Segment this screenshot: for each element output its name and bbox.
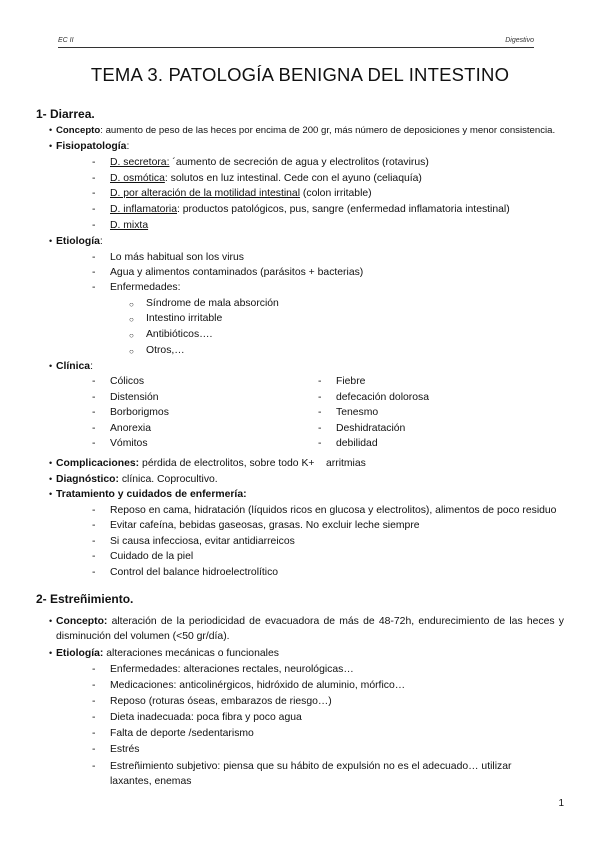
tratamiento-text: Control del balance hidroelectrolítico [110,567,279,578]
estrenimiento-etio-item: - Reposo (roturas óseas, embarazos de riesgo…) [92,696,332,707]
estrenimiento-etio-text: Falta de deporte /sedentarismo [110,728,254,739]
fisio-item: - D. mixta [92,220,149,231]
etio-item-text: Agua y alimentos contaminados (parásitos + bacterias) [110,267,364,278]
estrenimiento-concepto [56,614,564,644]
clinica-right-item: - Fiebre [318,376,366,387]
clinica-text: debilidad [336,438,378,449]
clinica-text: Anorexia [110,423,152,434]
estrenimiento-etiologia-text: alteraciones mecánicas o funcionales [103,648,279,659]
enfermedad-item: ○ Síndrome de mala absorción [129,298,279,309]
etio-item: - Agua y alimentos contaminados (parásitos + bacterias) [92,267,364,278]
tratamiento-item: - Cuidado de la piel [92,551,194,562]
clinica-right-item: - defecación dolorosa [318,392,430,403]
enfermedad-text: Intestino irritable [146,313,223,324]
clinica-left-item: - Cólicos [92,376,145,387]
etio-item: - Lo más habitual son los virus [92,252,244,263]
etio-item-text: Enfermedades: [110,282,181,293]
tratamiento-text: Si causa infecciosa, evitar antidiarreicos [110,536,295,547]
complicaciones-line [56,457,366,470]
estrenimiento-etio-text: Reposo (roturas óseas, embarazos de riesgo…) [110,696,332,707]
tratamiento-item: - Control del balance hidroelectrolítico [92,567,279,578]
fisio-rest: : productos patológicos, pus, sangre (enfermedad inflamatoria intestinal) [177,204,510,215]
diagnostico-label: Diagnóstico: [56,474,119,485]
clinica-text: Distensión [110,392,159,403]
estrenimiento-etio-text: Dieta inadecuada: poca fibra y poco agua [110,712,302,723]
clinica-text: defecación dolorosa [336,392,430,403]
tratamiento-label: Tratamiento y cuidados de enfermería: [56,489,247,500]
diagnostico-line [56,473,218,486]
estrenimiento-subjetivo-text: Estreñimiento subjetivo: piensa que su hábito de expulsión no es el adecuado… utilizar laxantes, enemas [110,761,512,787]
enfermedad-text: Antibióticos…. [146,329,213,340]
tratamiento-text: Reposo en cama, hidratación (líquidos ricos en glucosa y electrolitos), alimentos de poco residuo [110,505,557,516]
clinica-colon: : [90,361,93,372]
fisio-term: D. osmótica [110,173,165,184]
enfermedad-item: ○ Otros,… [129,345,185,356]
etio-item: - Enfermedades: [92,282,181,293]
page-number: 1 [558,798,564,809]
enfermedad-item: ○ Antibióticos…. [129,329,213,340]
estrenimiento-concepto-label: Concepto: [56,616,108,627]
fisio-rest: ´aumento de secreción de agua y electrolitos (rotavirus) [169,157,429,168]
fisio-rest: : solutos en luz intestinal. Cede con el ayuno (celiaquía) [164,173,422,184]
tratamiento-item: - Si causa infecciosa, evitar antidiarreicos [92,536,295,547]
fisio-term: D. mixta [110,220,149,231]
clinica-text: Deshidratación [336,423,406,434]
clinica-text: Cólicos [110,376,145,387]
clinica-text: Vómitos [110,438,148,449]
fisio-rest: (colon irritable) [300,188,372,199]
tratamiento-item: - Evitar cafeína, bebidas gaseosas, grasas. No excluir leche siempre [92,520,420,531]
clinica-right-item: - Deshidratación [318,423,406,434]
enfermedad-text: Otros,… [146,345,185,356]
fisio-term: D. por alteración de la motilidad intestinal [110,188,301,199]
page-header [58,37,534,48]
diagnostico-text: clínica. Coprocultivo. [118,474,218,485]
tratamiento-text: Evitar cafeína, bebidas gaseosas, grasas. No excluir leche siempre [110,520,420,531]
estrenimiento-etiologia [56,647,279,660]
fisio-item: - D. osmótica: solutos en luz intestinal. Cede con el ayuno (celiaquía) [92,173,422,184]
clinica-label: Clínica [56,361,91,372]
fisio-item: - D. secretora: ´aumento de secreción de agua y electrolitos (rotavirus) [92,157,429,168]
fisio-item: - D. inflamatoria: productos patológicos, pus, sangre (enfermedad inflamatoria intestinal) [92,204,510,215]
tratamiento-item: - Reposo en cama, hidratación (líquidos ricos en glucosa y electrolitos), alimentos de poco residuo [92,505,557,516]
enfermedad-text: Síndrome de mala absorción [146,298,279,309]
fisio-item: - D. por alteración de la motilidad intestinal (colon irritable) [92,188,372,199]
concepto-line [56,124,555,137]
estrenimiento-etio-item: - Medicaciones: anticolinérgicos, hidróxido de aluminio, mórfico… [92,680,406,691]
clinica-right-item: - Tenesmo [318,407,379,418]
page-title: TEMA 3. PATOLOGÍA BENIGNA DEL INTESTINO [90,64,510,85]
fisiopatologia-label: Fisiopatología [56,141,127,152]
etiologia-label: Etiología [56,236,100,247]
header-right: Digestivo [505,37,534,44]
concepto-text: : aumento de peso de las heces por encima de 200 gr, más número de deposiciones y menor consistencia. [100,125,556,136]
clinica-line [56,360,93,373]
etio-item-text: Lo más habitual son los virus [110,252,244,263]
etiologia-line [56,235,103,248]
estrenimiento-concepto-text: alteración de la periodicidad de evacuadora de más de 48-72h, endurecimiento de las heces y disminución del volumen (<50 gr/día). [56,616,564,642]
clinica-right-item: - debilidad [318,438,378,449]
section-heading-estrenimiento: 2- Estreñimiento. [36,592,134,606]
clinica-left-item: - Anorexia [92,423,152,434]
fisiopatologia-colon: : [126,141,130,152]
estrenimiento-etio-item: - Falta de deporte /sedentarismo [92,728,254,739]
complicaciones-text: pérdida de electrolitos, sobre todo K+ arritmias [139,458,366,469]
fisiopatologia-line [56,140,129,153]
enfermedad-item: ○ Intestino irritable [129,313,223,324]
clinica-left-item: - Distensión [92,392,159,403]
estrenimiento-etio-text: Estrés [110,744,140,755]
fisio-term: D. secretora: [110,157,170,168]
estrenimiento-etiologia-label: Etiología: [56,648,104,659]
tratamiento-text: Cuidado de la piel [110,551,194,562]
etiologia-colon: : [99,236,103,247]
estrenimiento-etio-item: - Enfermedades: alteraciones rectales, neurológicas… [92,664,354,675]
estrenimiento-etio-item: - Dieta inadecuada: poca fibra y poco agua [92,712,302,723]
estrenimiento-etio-text: Medicaciones: anticolinérgicos, hidróxido de aluminio, mórfico… [110,680,406,691]
estrenimiento-etio-text: Enfermedades: alteraciones rectales, neurológicas… [110,664,354,675]
concepto-label: Concepto [56,125,101,136]
clinica-text: Fiebre [336,376,366,387]
clinica-text: Borborigmos [110,407,169,418]
section-heading-diarrea: 1- Diarrea. [36,107,95,121]
clinica-left-item: - Borborigmos [92,407,169,418]
fisio-term: D. inflamatoria [110,204,177,215]
estrenimiento-subjetivo: - Estreñimiento subjetivo: piensa que su hábito de expulsión no es el adecuado… utilizar laxantes, enemas [92,761,512,787]
estrenimiento-etio-item: - Estrés [92,744,140,755]
tratamiento-line [56,488,247,501]
clinica-left-item: - Vómitos [92,438,148,449]
clinica-text: Tenesmo [336,407,379,418]
header-left: EC II [58,37,74,44]
complicaciones-label: Complicaciones: [56,458,140,469]
